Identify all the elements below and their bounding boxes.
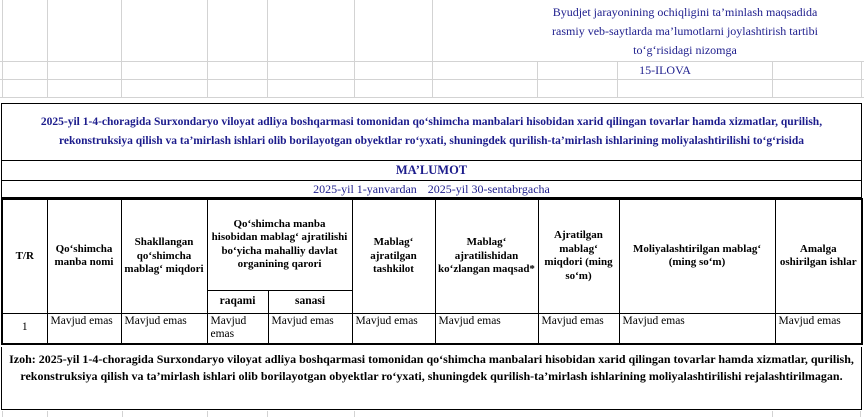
footnote-text: 2025-yil 1-4-choragida Surxondaryo viloyat adliya boshqarmasi tomonidan qo‘shimcha manbalari hisobidan xarid qilingan tovarlar hamda xizmatlar, qurilish, rekonstruksiya qilish va ta’mirlash ishlari olib borilayotgan obyektlar ro‘yxati, shuningdek qurilish-ta’mirlash ishlarining moliyalashtirilishi rejalashtirilmagan. — [20, 352, 854, 383]
report-period — [1, 181, 862, 198]
cell-raqami: Mavjud emas — [207, 313, 268, 344]
cell-maqsad: Mavjud emas — [435, 313, 538, 344]
regulation-note-line2: rasmiy veb-saytlarda ma’lumotlarni joylashtirish tartibi — [552, 24, 818, 38]
table-row — [2, 313, 862, 344]
col-header-amalga: Amalga oshirilgan ishlar — [775, 199, 862, 313]
gridline — [267, 411, 268, 417]
col-subheader-sanasi: sanasi — [268, 290, 352, 313]
regulation-reference-note — [505, 3, 864, 60]
gridline — [207, 0, 208, 97]
cell-sanasi: Mavjud emas — [268, 313, 352, 344]
cell-ajratilgan: Mavjud emas — [538, 313, 619, 344]
gridline — [267, 0, 268, 97]
footnote — [1, 347, 862, 410]
col-header-qaror-group: Qo‘shimcha manba hisobidan mablag‘ ajratilishi bo‘yicha mahalliy davlat organining qarori — [207, 199, 352, 290]
gridline — [121, 0, 122, 97]
cell-tr: 1 — [2, 313, 47, 344]
cell-moliyalashtirilgan: Mavjud emas — [619, 313, 775, 344]
gridline — [47, 0, 48, 97]
col-subheader-raqami: raqami — [207, 290, 268, 313]
gridline — [122, 411, 123, 417]
gridline — [47, 411, 48, 417]
report-table — [1, 198, 863, 345]
col-header-moliyalashtirilgan: Moliyalashtirilgan mablag‘ (ming so‘m) — [619, 199, 775, 313]
gridline — [354, 0, 355, 97]
footnote-label: Izoh: — [9, 352, 36, 366]
col-header-tr: T/R — [2, 199, 47, 313]
gridline — [2, 0, 3, 97]
col-header-ajratilgan: Ajratilgan mablag‘ miqdori (ming so‘m) — [538, 199, 619, 313]
report-subtitle: MA’LUMOT — [1, 161, 862, 181]
regulation-note-line3: to‘g‘risidagi nizomga — [633, 43, 737, 57]
report-title — [1, 103, 862, 161]
gridline — [354, 411, 355, 417]
annex-number: 15-ILOVA — [639, 63, 691, 77]
gridline — [0, 97, 864, 98]
report-title-line1: 2025-yil 1-4-choragida Surxondaryo viloyat adliya boshqarmasi tomonidan qo‘shimcha manbalari hisobidan xarid qilingan tovarlar hamda xizmatlar, qurilish, — [40, 116, 823, 128]
gridline — [2, 411, 3, 417]
gridline — [0, 79, 864, 80]
cell-amalga: Mavjud emas — [775, 313, 862, 344]
report-title-line2: rekonstruksiya qilish va ta’mirlash ishlari olib borilayotgan obyektlar ro‘yxati, shuningdek qurilish-ta’mirlash ishlarining moliyalashtirilishi to‘g‘risida — [58, 135, 805, 147]
gridline — [432, 0, 433, 97]
col-header-manba: Qo‘shimcha manba nomi — [47, 199, 121, 313]
regulation-note-line1: Byudjet jarayonining ochiqligini ta’minlash maqsadida — [552, 5, 818, 19]
gridline — [0, 61, 864, 62]
col-header-shakllangan: Shakllangan qo‘shimcha mablag‘ miqdori — [121, 199, 207, 313]
gridline — [860, 411, 861, 417]
col-header-tashkilot: Mablag‘ ajratilgan tashkilot — [352, 199, 435, 313]
cell-tashkilot: Mavjud emas — [352, 313, 435, 344]
gridline — [207, 411, 208, 417]
cell-shakllangan: Mavjud emas — [121, 313, 207, 344]
period-to: 2025-yil 30-sentabrgacha — [427, 181, 550, 196]
col-header-maqsad: Mablag‘ ajratilishidan ko‘zlangan maqsad* — [435, 199, 538, 313]
gridline — [772, 411, 773, 417]
cell-manba: Mavjud emas — [47, 313, 121, 344]
period-from: 2025-yil 1-yanvardan — [313, 181, 417, 196]
